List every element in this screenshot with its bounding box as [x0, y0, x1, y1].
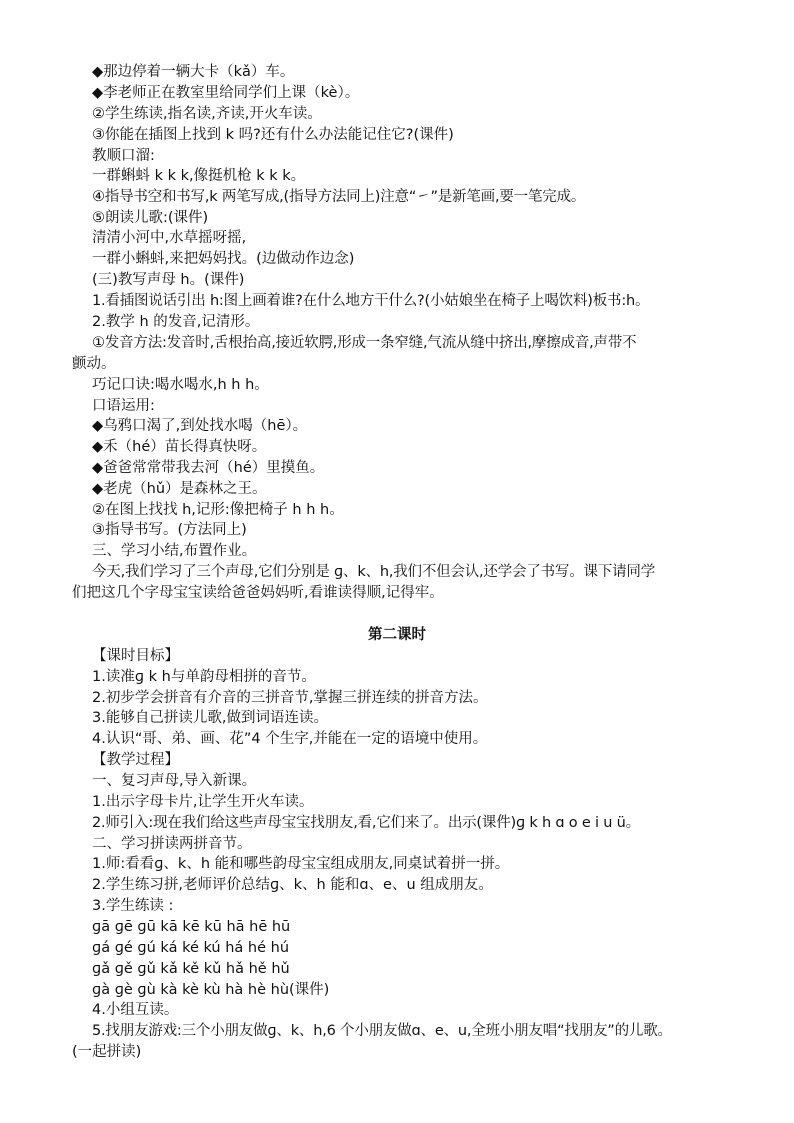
step-line: ②在图上找找 h,记形:像把椅子 h h h。 — [92, 502, 344, 518]
mnemonic-line: 巧记口诀:喝水喝水,h h h。 — [92, 377, 269, 393]
section-heading: 二、学习拼读两拼音节。 — [92, 836, 252, 852]
paragraph-line: 们把这几个字母宝宝读给爸爸妈妈听,看谁读得顺,记得牢。 — [72, 585, 444, 601]
section-heading: (三)教写声母 h。(课件) — [92, 272, 245, 288]
step-line: 4.小组互读。 — [92, 1002, 179, 1018]
section-heading: 一、复习声母,导入新课。 — [92, 773, 257, 789]
subheading: 口语运用: — [92, 398, 155, 414]
rhyme-line: 一群蝌蚪 k k k,像挺机枪 k k k。 — [92, 168, 306, 184]
subheading: 教顺口溜: — [92, 148, 155, 164]
pinyin-row: ɡá ɡé ɡú ká ké kú há hé hú — [92, 940, 290, 956]
step-line: 1.出示字母卡片,让学生开火车读。 — [92, 794, 314, 810]
example-sentence: ◆那边停着一辆大卡（kǎ）车。 — [92, 64, 295, 80]
step-line: ③你能在插图上找到 k 吗?还有什么办法能记住它?(课件) — [92, 127, 454, 143]
step-line: 1.看插图说话引出 h:图上画着谁?在什么地方干什么?(小姑娘坐在椅子上喝饮料)板书:h。 — [92, 293, 650, 309]
step-line: ②学生练读,指名读,齐读,开火车读。 — [92, 106, 322, 122]
step-line: ⑤朗读儿歌:(课件) — [92, 210, 209, 226]
pinyin-row: ɡǎ ɡě ɡǔ kǎ kě kǔ hǎ hě hǔ — [92, 961, 290, 977]
step-line: 2.教学 h 的发音,记清形。 — [92, 314, 260, 330]
rhyme-line: 一群小蝌蚪,来把妈妈找。(边做动作边念) — [92, 251, 355, 267]
paragraph-line: ①发音方法:发音时,舌根抬高,接近软腭,形成一条窄缝,气流从缝中挤出,摩擦成音,声带不 — [92, 335, 637, 351]
lesson-title: 第二课时 — [368, 627, 426, 643]
step-line: 2.学生练习拼,老师评价总结ɡ、k、h 能和ɑ、e、u 组成朋友。 — [92, 877, 493, 893]
section-heading: 【课时目标】 — [92, 648, 179, 664]
step-line: ④指导书空和书写,k 两笔写成,(指导方法同上)注意“㇀”是新笔画,要一笔完成。 — [92, 189, 586, 205]
rhyme-line: 清清小河中,水草摇呀摇, — [92, 230, 247, 246]
paragraph-line: (一起拼读) — [72, 1044, 142, 1060]
step-line: 2.师引入:现在我们给这些声母宝宝找朋友,看,它们来了。出示(课件)ɡ k h ɑ o e i u ü。 — [92, 815, 640, 831]
example-sentence: ◆老虎（hǔ）是森林之王。 — [92, 481, 267, 497]
paragraph-line: 今天,我们学习了三个声母,它们分别是 ɡ、k、h,我们不但会认,还学会了书写。课下请同学 — [92, 564, 656, 580]
goal-item: 3.能够自己拼读儿歌,做到词语连读。 — [92, 710, 328, 726]
step-line: 3.学生练读 : — [92, 898, 174, 914]
paragraph-line: 颤动。 — [72, 356, 116, 372]
pinyin-row: ɡā ɡē ɡū kā kē kū hā hē hū — [92, 919, 291, 935]
section-heading: 三、学习小结,布置作业。 — [92, 543, 257, 559]
step-line: 5.找朋友游戏:三个小朋友做ɡ、k、h,6 个小朋友做ɑ、e、u,全班小朋友唱“找朋友”的儿歌。 — [92, 1023, 672, 1039]
goal-item: 2.初步学会拼音有介音的三拼音节,掌握三拼连续的拼音方法。 — [92, 690, 488, 706]
goal-item: 4.认识“哥、弟、画、花”4 个生字,并能在一定的语境中使用。 — [92, 731, 488, 747]
example-sentence: ◆李老师正在教室里给同学们上课（kè）。 — [92, 85, 360, 101]
example-sentence: ◆爸爸常常带我去河（hé）里摸鱼。 — [92, 460, 325, 476]
example-sentence: ◆乌鸦口渴了,到处找水喝（hē）。 — [92, 418, 308, 434]
step-line: 1.师:看看ɡ、k、h 能和哪些韵母宝宝组成朋友,同桌试着拼一拼。 — [92, 856, 510, 872]
section-heading: 【教学过程】 — [92, 752, 179, 768]
pinyin-row: ɡà ɡè ɡù kà kè kù hà hè hù(课件) — [92, 982, 330, 998]
step-line: ③指导书写。(方法同上) — [92, 522, 247, 538]
example-sentence: ◆禾（hé）苗长得真快呀。 — [92, 439, 267, 455]
goal-item: 1.读准ɡ k h与单韵母相拼的音节。 — [92, 669, 316, 685]
